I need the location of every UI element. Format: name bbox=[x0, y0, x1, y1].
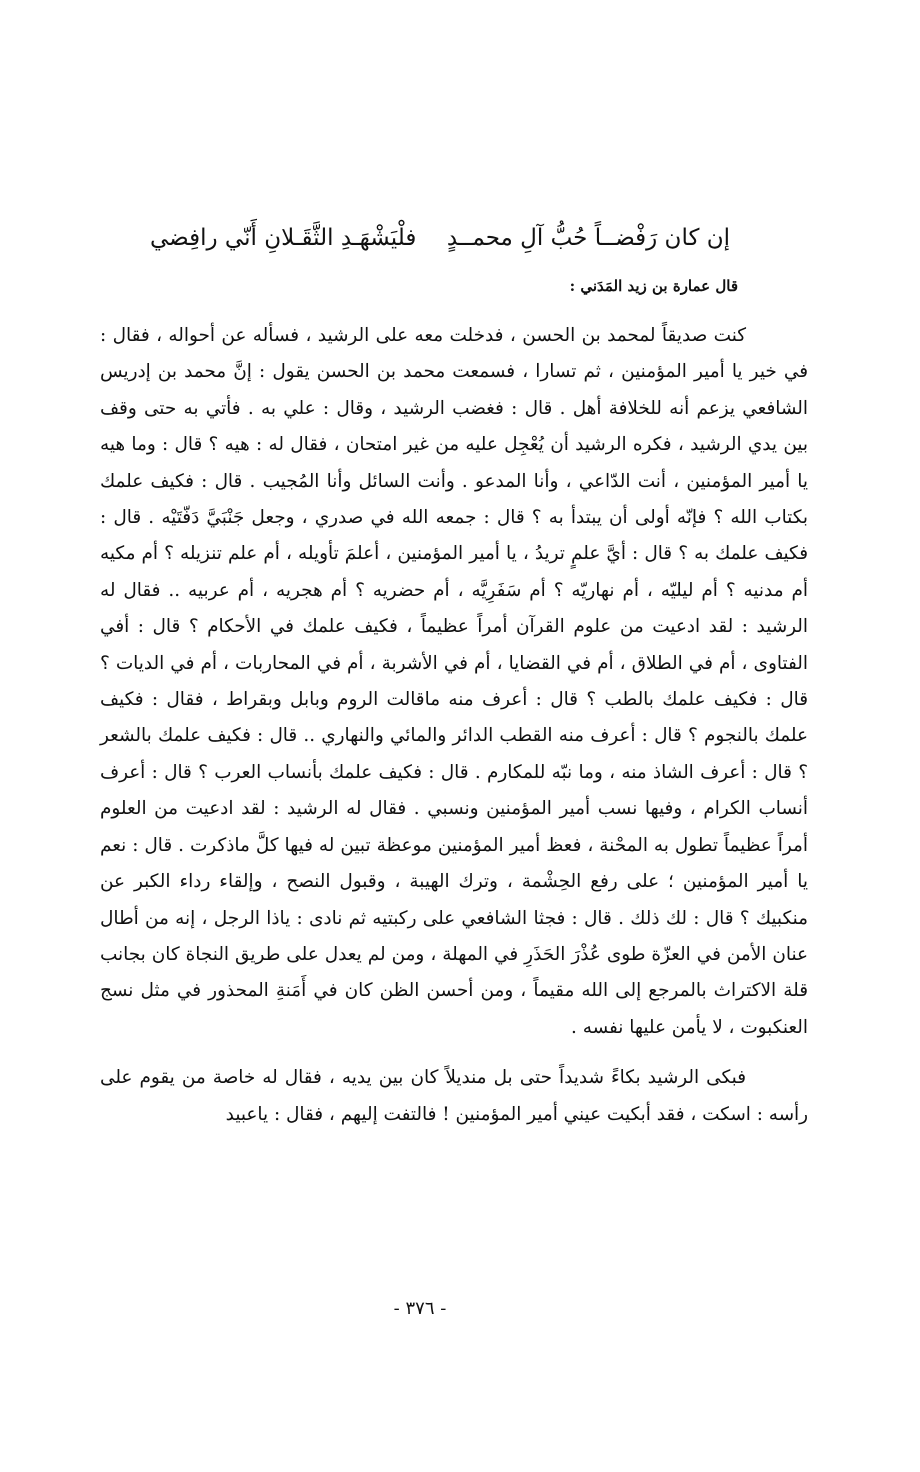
attribution-heading: قال عمارة بن زيد المَدَني : bbox=[569, 277, 738, 295]
verse-right-hemistich: إن كان رَفْضــاً حُبُّ آلِ محمــدٍ bbox=[446, 225, 730, 251]
verse-left-hemistich: فلْيَشْهَـدِ الثَّقَـلانِ أَنّي رافِضي bbox=[150, 225, 417, 251]
body-text bbox=[100, 318, 808, 1133]
paragraph-main: كنت صديقاً لمحمد بن الحسن ، فدخلت معه على الرشيد ، فسأله عن أحواله ، فقال : في خير يا أمير المؤمنين ، ثم تسارا ، فسمعت محمد بن الحسن يقول : إنَّ محمد بن إدريس الشافعي يزعم أنه للخلافة أهل . قال : فغضب الرشيد ، وقال : علي به . فأتي به حتى وقف بين يدي الرشيد ، فكره الرشيد أن يُعْجِل عليه من غير امتحان ، فقال له : هيه ؟ قال : وما هيه يا أمير المؤمنين ، أنت الدّاعي ، وأنا المدعو . وأنت السائل وأنا المُجيب . قال : فكيف علمك بكتاب الله ؟ فإنّه أولى أن يبتدأ به ؟ قال : جمعه الله في صدري ، وجعل جَنْبَيَّ دَفّتَيْه . قال : فكيف علمك به ؟ قال : أيَّ علمٍ تريدُ ، يا أمير المؤمنين ، أعلمَ تأويله ، أم علم تنزيله ؟ أم مكيه أم مدنيه ؟ أم ليليّه ، أم نهاريّه ؟ أم سَفَرِيَّه ، أم حضريه ؟ أم هجريه ، أم عربيه .. فقال له الرشيد : لقد ادعيت من علوم القرآن أمراً عظيماً ، فكيف علمك في الأحكام ؟ قال : أفي الفتاوى ، أم في الطلاق ، أم في القضايا ، أم في الأشربة ، أم في المحاربات ، أم في الديات ؟ قال : فكيف علمك بالطب ؟ قال : أعرف منه ماقالت الروم وبابل وبقراط ، فقال : فكيف علمك بالنجوم ؟ قال : أعرف منه القطب الدائر والمائي والنهاري .. قال : فكيف علمك بالشعر ؟ قال : أعرف الشاذ منه ، وما نبّه للمكارم . قال : فكيف علمك بأنساب العرب ؟ قال : أعرف أنساب الكرام ، وفيها نسب أمير المؤمنين ونسبي . فقال له الرشيد : لقد ادعيت من العلوم أمراً عظيماً تطول به المحْنة ، فعظ أمير المؤمنين موعظة تبين له فيها كلَّ ماذكرت . قال : نعم يا أمير المؤمنين ؛ على رفع الحِشْمة ، وترك الهيبة ، وقبول النصح ، وإلقاء رداء الكبر عن منكبيك ؟ قال : لك ذلك . قال : فجثا الشافعي على ركبتيه ثم نادى : ياذا الرجل ، إنه من أطال عنان الأمن في العزّة طوى عُذْرَ الحَذَرِ في المهلة ، ومن لم يعدل على طريق النجاة كان بجانب قلة الاكتراث بالمرجع إلى الله مقيماً ، ومن أحسن الظن كان في أَمَنةِ المحذور في مثل نسج العنكبوت ، لا يأمن عليها نفسه . bbox=[100, 325, 808, 1038]
page-number: - ٣٧٦ - bbox=[393, 1298, 447, 1319]
paragraph-continuation: فبكى الرشيد بكاءً شديداً حتى بل منديلاً كان بين يديه ، فقال له خاصة من يقوم على رأسه : اسكت ، فقد أبكيت عيني أمير المؤمنين ! فالتفت إليهم ، فقال : ياعبيد bbox=[100, 1067, 808, 1125]
poem-verse bbox=[150, 218, 730, 258]
